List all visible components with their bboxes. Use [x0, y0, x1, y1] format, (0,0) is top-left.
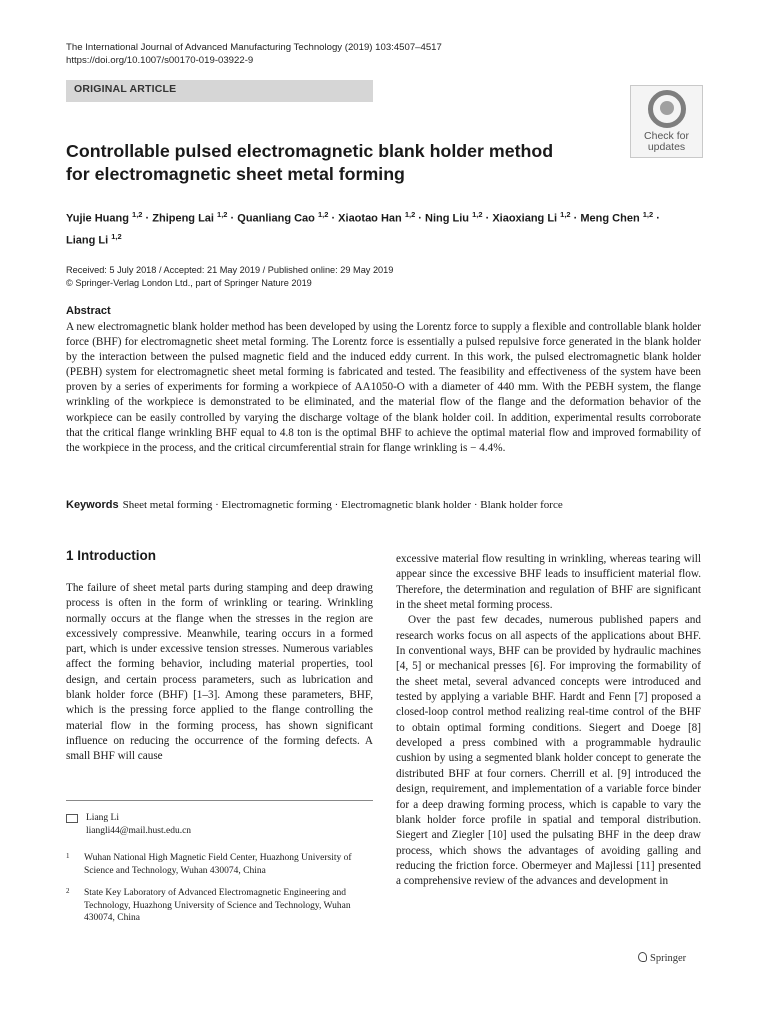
article-title: Controllable pulsed electromagnetic blank holder method for electromagnetic sheet metal forming	[66, 141, 554, 184]
abstract-heading: Abstract	[66, 305, 111, 317]
author-name: Meng Chen	[580, 212, 640, 225]
correspondence	[66, 812, 191, 837]
paragraph: Over the past few decades, numerous published papers and research works focus on all aspects of the applications about BHF. In conventional ways, BHF can be provided by hydraulic machines [4, 5] or mechanical presses [6]. For improving the formability of the sheet metal, several advanced concepts were introduced and tested by applying a variable BHF. Hardt and Fenn [7] proposed a closed-loop control method realizing real-time control of the BHF to obtain optimal forming conditions. Siegert and Doege [8] developed a press combined with a programmable hydraulic cushion by using a segmented blank holder concept to generate the distributed BHF at four corners. Cherrill et al. [9] introduced the design, requirement, and implementation of a variable force binder for a deep drawing forming process, which is capable to vary the blank holder force profile in spatial and temporal distribution. Siegert and Ziegler [10] used the pulsating BHF in the deep draw process, which shows the advantages of avoiding galling and reducing the friction force. Obermeyer and Majlessi [11] presented a comprehensive review of the advances and development in	[396, 614, 701, 888]
history-dates: Received: 5 July 2018 / Accepted: 21 May 2019 / Published online: 29 May 2019	[66, 265, 394, 275]
right-column-text	[396, 552, 701, 890]
left-column-text: The failure of sheet metal parts during stamping and deep drawing process is often in the form of wrinkling or tearing. Wrinkling normally occurs at the flange when the stresses in the region are excessively compressive. Meanwhile, tearing occurs in a formed part, which is under excessive tension stresses. Numerous variables affect the forming behavior, including material properties, tool design, and certain process parameters, such as lubrication and blank holder force (BHF) [1–3]. Among these parameters, BHF, which is the pressing force applied to the flange controlling the material flow in the forming process, has shown significant influence on reducing the occurrence of the forming defects. A small BHF will cause	[66, 582, 373, 763]
author-name: Zhipeng Lai	[152, 212, 214, 225]
author-name: Xiaotao Han	[338, 212, 402, 225]
footnote-divider	[66, 800, 373, 801]
corresponding-email[interactable]: liangli44@mail.hust.edu.cn	[86, 825, 192, 836]
affiliation: 2 State Key Laboratory of Advanced Electromagnetic Engineering and Technology, Huazhong University of Science and Technology, Wuhan 430074, China	[66, 887, 351, 923]
article-type-label: ORIGINAL ARTICLE	[74, 83, 177, 95]
author-name: Liang Li	[66, 234, 109, 247]
corresponding-author: Liang Li	[86, 813, 119, 823]
envelope-icon	[66, 814, 78, 823]
copyright-line: © Springer-Verlag London Ltd., part of Springer Nature 2019	[66, 277, 312, 288]
author-name: Yujie Huang	[66, 212, 129, 225]
crossmark-icon	[648, 90, 686, 128]
author-name: Xiaoxiang Li	[492, 212, 558, 225]
paragraph: excessive material flow resulting in wrinkling, whereas tearing will appear since the excessive BHF leads to insufficient material flow. Therefore, the determination and regulation of BHF are significant in the sheet metal forming process.	[396, 553, 701, 612]
affiliation: 1 Wuhan National High Magnetic Field Center, Huazhong University of Science and Technology, Wuhan 430074, China	[66, 852, 352, 876]
publisher-logo: Springer	[638, 952, 686, 964]
journal-citation: The International Journal of Advanced Manufacturing Technology (2019) 103:4507–4517	[66, 42, 442, 53]
publication-dates	[66, 264, 393, 289]
keywords-list: Sheet metal forming · Electromagnetic forming · Electromagnetic blank holder · Blank holder force	[122, 499, 563, 511]
author-list: Yujie Huang $^{1,2}$ · Zhipeng Lai $^{1,2}$ · Quanliang Cao $^{1,2}$ · Xiaotao Han $^{1,2}$ · Ning Liu $^{1,2}$ · Xiaoxiang Li $^{1,2}$ · Meng Chen $^{1,2}$ · Liang Li $^{1,2}$	[66, 210, 660, 247]
section-heading: 1 Introduction	[66, 548, 156, 563]
article-type-badge	[66, 80, 373, 102]
abstract-text: A new electromagnetic blank holder method has been developed by using the Lorentz force to supply a flexible and controllable blank holder force (BHF) for electromagnetic sheet metal forming. The Lorentz force is essentially a pulsed repulsive force generated in the blank holder by the interaction between the pulsed magnetic field and the induced eddy current. In this work, the pulsed electromagnetic blank holder (PEBH) system for electromagnetic sheet metal forming is fabricated and tested. The feasibility and effectiveness of the system have been proven by a series of experiments for forming a workpiece of AA1050-O with a diameter of 440 mm. With the PEBH system, the flange wrinkling of the workpiece is demonstrated to be eliminated, and the material flow of the flange and the deformation behavior of the workpiece can be easily controlled by varying the discharge voltage of the blank holder coil. In addition, experimental results corroborate that the critical flange wrinkling BHF equal to 4.8 ton is the optimal BHF to achieve the optimal material flow and improved formability of the workpiece in the process, and the critical circumferential strain for flange wrinkling is − 4.4%.	[66, 321, 701, 454]
springer-horse-icon	[638, 952, 647, 962]
keywords	[66, 499, 563, 511]
check-for-updates-label: Check for updates	[644, 130, 689, 153]
author-name: Ning Liu	[425, 212, 470, 225]
author-name: Quanliang Cao	[237, 212, 315, 225]
journal-header	[66, 41, 442, 67]
keywords-label: Keywords	[66, 499, 119, 511]
doi-link[interactable]: https://doi.org/10.1007/s00170-019-03922-9	[66, 55, 254, 66]
check-for-updates-button[interactable]	[630, 85, 703, 158]
